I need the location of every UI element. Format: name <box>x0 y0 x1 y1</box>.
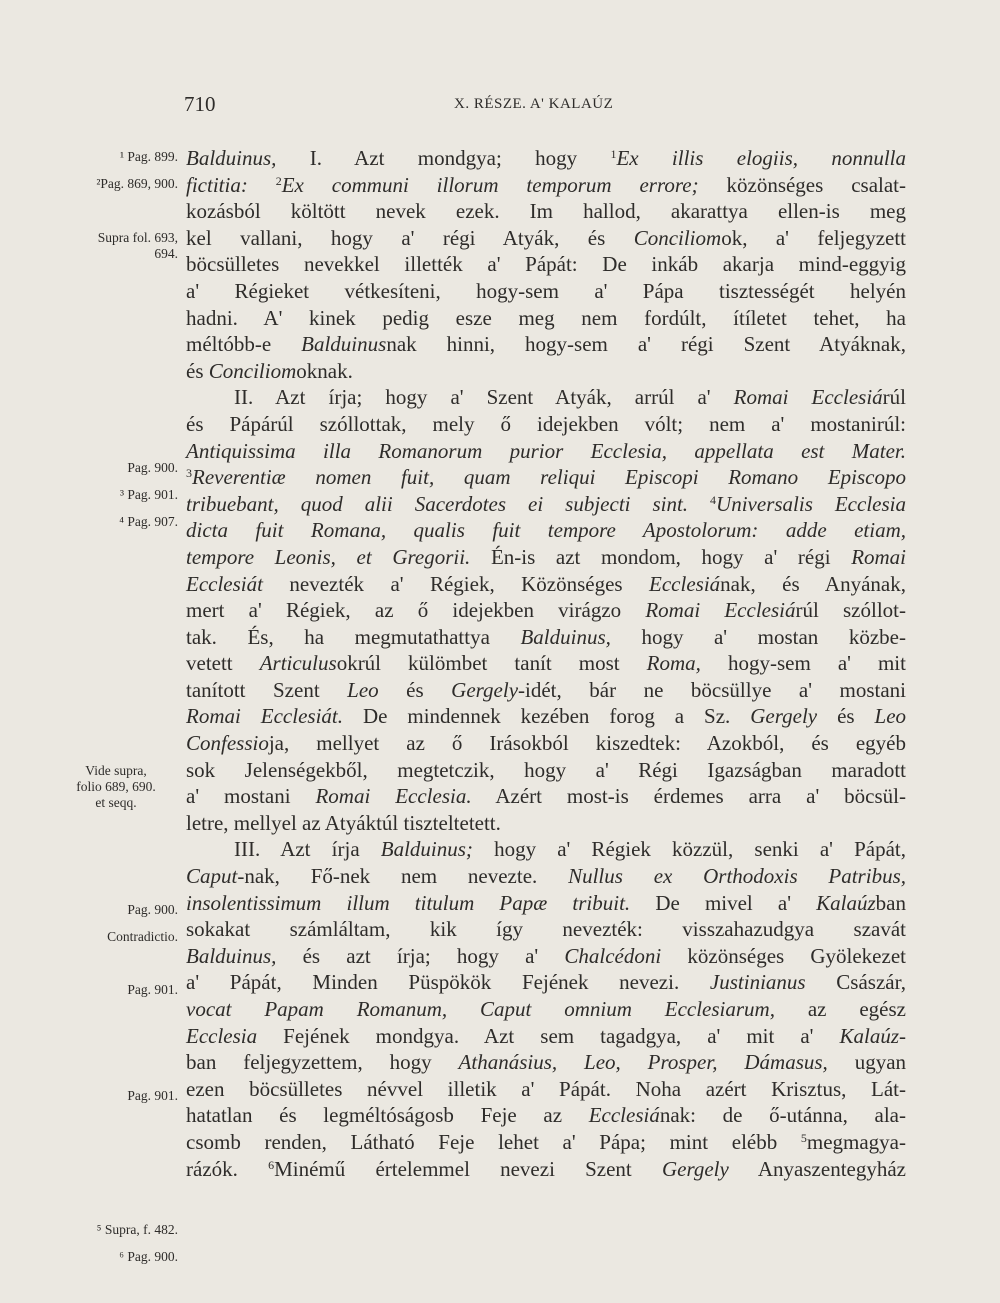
text-run: közönséges csalat- <box>698 172 907 197</box>
text-run: Császár, <box>805 970 906 995</box>
italic-text: Reverentiæ nomen fuit, quam reliqui Episcopi Romano Episcopo <box>192 465 906 490</box>
text-line <box>186 1156 906 1183</box>
text-run: és <box>378 677 452 702</box>
footnote-marker: 3 <box>186 466 192 481</box>
text-line <box>186 464 906 491</box>
italic-text: Justinianus <box>709 970 806 995</box>
text-line <box>186 198 906 225</box>
text-run: Anyaszentegyház <box>728 1156 906 1181</box>
margin-note <box>54 929 178 945</box>
text-line <box>186 491 906 518</box>
text-run: a' mostani <box>186 784 316 809</box>
margin-note <box>54 460 178 476</box>
italic-text: fictitia: <box>186 172 276 197</box>
text-run: és azt írja; hogy a' <box>276 943 565 968</box>
margin-note <box>54 902 178 918</box>
page-header <box>0 92 1000 122</box>
text-line <box>186 916 906 943</box>
margin-note-line: Contradictio. <box>107 929 178 944</box>
margin-note-line: ⁶ Pag. 900. <box>119 1249 178 1264</box>
margin-note <box>54 1222 178 1238</box>
text-line <box>186 730 906 757</box>
text-line <box>186 677 906 704</box>
italic-text: Caput <box>186 864 238 889</box>
text-line <box>186 145 906 172</box>
text-line <box>186 384 906 411</box>
text-line <box>186 1102 906 1129</box>
italic-text: Ex illis elogiis, nonnulla <box>616 146 906 170</box>
margin-note <box>54 230 178 262</box>
text-run: csomb renden, Látható Feje lehet a' Pápa; mint elébb <box>186 1129 801 1154</box>
margin-note-line: ⁴ Pag. 907. <box>119 514 178 529</box>
text-line <box>186 438 906 465</box>
text-line <box>186 331 906 358</box>
text-run: -idét, bár ne böcsüllye a' mostani <box>518 677 907 702</box>
text-line <box>186 757 906 784</box>
margin-note <box>54 763 178 811</box>
italic-text: Ex communi illorum temporum errore; <box>281 172 699 197</box>
italic-text: Romai Ecclesiá <box>733 385 883 410</box>
text-run: De mindennek kezében forog a Sz. <box>343 704 751 729</box>
italic-text: Conciliom <box>208 358 297 383</box>
text-line <box>186 305 906 332</box>
text-run: ok, a' feljegyzett <box>721 225 907 250</box>
italic-text: Gergely <box>750 704 818 729</box>
text-run: kozásból költött nevek ezek. Im hallod, akarattya ellen-is meg <box>186 199 906 224</box>
italic-text: Ecclesiát <box>186 571 263 596</box>
footnote-marker: 4 <box>710 492 717 507</box>
margin-note <box>54 1088 178 1104</box>
italic-text: Antiquissima illa Romanorum purior Ecclesia, appellata est Mater. <box>186 438 906 463</box>
italic-text: tribuebant, quod alii Sacerdotes ei subjecti sint. <box>186 491 711 516</box>
margin-note-line: ¹ Pag. 899. <box>119 149 178 164</box>
italic-text: Balduinus <box>301 332 387 357</box>
text-line <box>186 411 906 438</box>
margin-note-line: Vide supra, <box>85 763 147 778</box>
margin-note <box>54 514 178 530</box>
text-run: és Pápárúl szóllottak, mely ő idejekben vólt; nem a' mostanirúl: <box>186 411 906 436</box>
text-line <box>186 703 906 730</box>
text-line <box>186 1049 906 1076</box>
text-run: III. Azt írja <box>234 837 381 862</box>
italic-text: Ecclesiá <box>588 1103 660 1128</box>
text-line <box>186 836 906 863</box>
italic-text: vocat Papam Romanum, Caput omnium Ecclesiarum, <box>186 997 775 1021</box>
text-run: -nak, Fő-nek nem nevezte. <box>237 864 569 889</box>
italic-text: Leo <box>874 704 907 729</box>
text-run: ban <box>875 890 906 915</box>
italic-text: Romai Ecclesia. <box>315 784 472 809</box>
text-run: Én-is azt mondom, hogy a' régi <box>470 544 852 569</box>
italic-text: dicta fuit Romana, qualis fuit tempore Apostolorum: adde etiam, <box>186 518 906 543</box>
margin-note-line: Pag. 900. <box>127 460 178 475</box>
text-line <box>186 863 906 890</box>
text-line <box>186 1129 906 1156</box>
italic-text: Ecclesia <box>186 1023 258 1048</box>
text-line <box>186 172 906 199</box>
margin-note-line: Pag. 901. <box>127 1088 178 1103</box>
footnote-marker: 2 <box>275 173 282 188</box>
margin-note-line: Pag. 900. <box>127 902 178 917</box>
text-run: rúl szóllot- <box>795 598 906 623</box>
body-text <box>186 145 906 1182</box>
text-run: nak hinni, hogy-sem a' régi Szent Atyáknak, <box>386 332 907 357</box>
margin-note <box>54 176 178 192</box>
text-line <box>186 1076 906 1103</box>
italic-text: Gergely <box>661 1156 729 1181</box>
text-run: vetett <box>186 651 260 676</box>
text-line <box>186 969 906 996</box>
margin-note-line: ⁵ Supra, f. 482. <box>96 1222 178 1237</box>
text-line <box>186 517 906 544</box>
italic-text: Nullus ex Orthodoxis Patribus, <box>568 864 906 889</box>
footnote-marker: 1 <box>610 147 617 161</box>
italic-text: Leo <box>347 677 379 702</box>
text-run: a' Régieket vétkesíteni, hogy-sem a' Pápa tisztességét helyén <box>186 278 906 303</box>
italic-text: Articulus <box>259 651 337 676</box>
italic-text: Roma, <box>646 651 701 676</box>
text-run: nevezték a' Régiek, Közönséges <box>262 571 650 596</box>
text-run: hatatlan és legméltóságosb Feje az <box>186 1103 589 1128</box>
text-run: kel vallani, hogy a' régi Atyák, és <box>186 225 634 250</box>
footnote-marker: 5 <box>800 1130 807 1145</box>
italic-text: Confessio <box>186 731 269 756</box>
italic-text: Balduinus, <box>520 624 611 649</box>
italic-text: Balduinus; <box>380 837 473 862</box>
text-run: rázók. <box>186 1156 269 1181</box>
text-run: letre, mellyel az Atyáktúl tiszteltetett. <box>186 810 501 835</box>
italic-text: Kalaúz- <box>839 1023 906 1048</box>
page-number: 710 <box>184 92 216 116</box>
italic-text: Balduinus, <box>186 146 277 170</box>
text-run: megmagya- <box>806 1129 906 1154</box>
text-run: Azért most-is érdemes arra a' böcsül- <box>471 784 906 809</box>
text-run: nak: de ő-utánna, ala- <box>659 1103 906 1128</box>
margin-note-line: 694. <box>154 246 178 261</box>
text-run: nak, és Anyának, <box>720 571 906 596</box>
margin-note <box>54 982 178 998</box>
margin-note <box>54 487 178 503</box>
text-run: böcsülletes nevekkel illették a' Pápát: De inkáb akarja mind-eggyig <box>186 252 906 277</box>
text-run: Fejének mondgya. Azt sem tagadgya, a' mit a' <box>257 1023 840 1048</box>
text-run: ban feljegyzettem, hogy <box>186 1050 459 1075</box>
text-line <box>186 890 906 917</box>
text-line <box>186 650 906 677</box>
text-line <box>186 1023 906 1050</box>
text-run: tanított Szent <box>186 677 348 702</box>
text-run: tak. És, ha megmutathattya <box>186 624 521 649</box>
text-run: rúl <box>882 385 906 410</box>
italic-text: Romai Ecclesiá <box>645 598 796 623</box>
italic-text: Chalcédoni <box>564 943 662 968</box>
italic-text: Ecclesiá <box>649 571 721 596</box>
text-run: méltóbb-e <box>186 332 302 357</box>
italic-text: Romai <box>851 544 907 569</box>
text-line <box>186 358 906 385</box>
text-line <box>186 251 906 278</box>
running-head: X. RÉSZE. A' KALAÚZ <box>454 96 614 112</box>
text-run: sokakat számláltam, kik így nevezték: visszahazudgya szavát <box>186 917 906 942</box>
margin-note-line: folio 689, 690. <box>76 779 156 794</box>
text-run: okrúl külömbet tanít most <box>336 651 647 676</box>
text-run: oknak. <box>296 358 353 383</box>
text-run: hogy a' mostan közbe- <box>610 624 906 649</box>
italic-text: Gergely <box>451 677 519 702</box>
text-run: közönséges Gyölekezet <box>661 943 906 968</box>
text-run: és <box>817 704 875 729</box>
text-line <box>186 810 906 837</box>
margin-note-line: Supra fol. 693, <box>97 230 178 245</box>
text-run: hadni. A' kinek pedig esze meg nem fordúlt, ítíletet tehet, ha <box>186 305 906 330</box>
text-line <box>186 624 906 651</box>
italic-text: tempore Leonis, et Gregorii. <box>186 544 471 569</box>
text-line <box>186 597 906 624</box>
italic-text: Romai Ecclesiát. <box>186 704 343 729</box>
margin-note-line: Pag. 901. <box>127 982 178 997</box>
text-run: Minémű értelemmel nevezi Szent <box>274 1156 662 1181</box>
text-run: II. Azt írja; hogy a' Szent Atyák, arrúl a' <box>234 385 734 410</box>
text-run: hogy-sem a' mit <box>700 651 906 676</box>
text-run: ezen böcsülletes névvel illetik a' Pápát. Noha azért Krisztus, Lát- <box>186 1076 906 1101</box>
text-run: az egész <box>774 997 906 1021</box>
text-line <box>186 278 906 305</box>
italic-text: Universalis Ecclesia <box>716 491 906 516</box>
margin-note-line: ²Pag. 869, 900. <box>96 176 178 191</box>
text-run: I. Azt mondgya; hogy <box>276 146 611 170</box>
text-line <box>186 943 906 970</box>
text-run: sok Jelenségekből, megtetczik, hogy a' Régi Igazságban maradott <box>186 757 906 782</box>
text-line <box>186 783 906 810</box>
text-run: hogy a' Régiek közzül, senki a' Pápát, <box>472 837 906 862</box>
text-run: ugyan <box>827 1050 907 1075</box>
text-line <box>186 544 906 571</box>
italic-text: Conciliom <box>633 225 722 250</box>
text-run: a' Pápát, Minden Püspökök Fejének nevezi. <box>186 970 710 995</box>
margin-note-line: et seqq. <box>95 795 137 810</box>
margin-note <box>54 1249 178 1265</box>
text-run: ja, mellyet az ő Irásokból kiszedtek: Azokból, és egyéb <box>268 731 906 756</box>
text-line <box>186 571 906 598</box>
margin-note <box>54 149 178 165</box>
italic-text: Kalaúz <box>816 890 876 915</box>
footnote-marker: 6 <box>268 1157 275 1172</box>
text-line <box>186 225 906 252</box>
italic-text: insolentissimum illum titulum Papæ tribuit. <box>186 890 631 915</box>
italic-text: Athanásius, Leo, Prosper, Dámasus, <box>458 1050 828 1075</box>
text-run: De mivel a' <box>630 890 817 915</box>
italic-text: Balduinus, <box>186 943 277 968</box>
text-line <box>186 996 906 1023</box>
text-run: mert a' Régiek, az ő idejekben virágzo <box>186 598 646 623</box>
margin-note-line: ³ Pag. 901. <box>119 487 178 502</box>
text-run: és <box>186 358 209 383</box>
